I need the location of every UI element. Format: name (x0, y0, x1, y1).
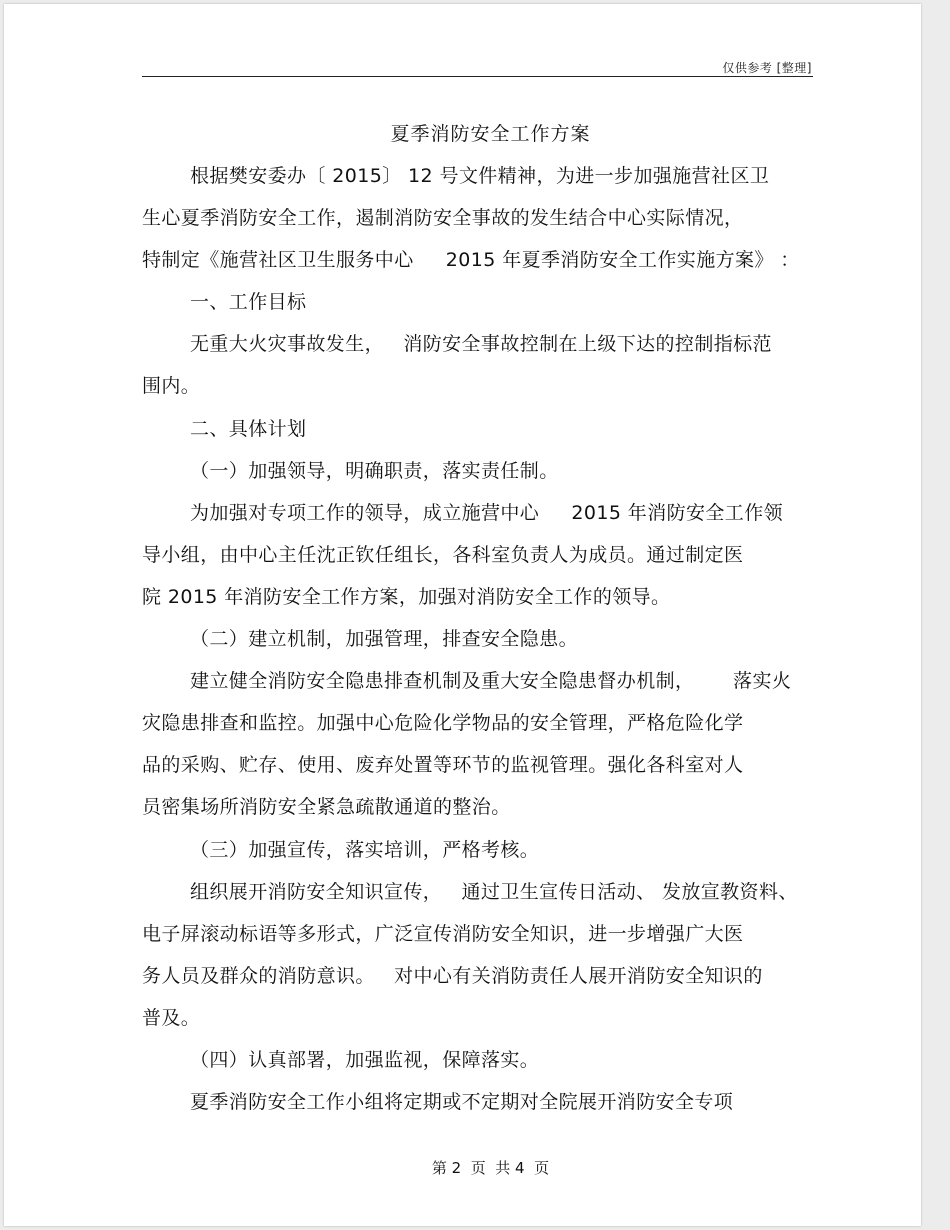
header-note: 仅供参考 [整理] (722, 61, 812, 75)
body-line: 无重大火灾事故发生， 消防安全事故控制在上级下达的控制指标范 (190, 333, 772, 355)
body-line: 围内。 (142, 375, 201, 397)
page-number: 第 2 页 共 4 页 (431, 1159, 550, 1177)
document-page (4, 4, 921, 1226)
body-line: 导小组，由中心主任沈正钦任组长，各科室负责人为成员。通过制定医 (142, 544, 744, 566)
body-line: 特制定《施营社区卫生服务中心 2015 年夏季消防安全工作实施方案》 ： (142, 249, 800, 271)
subsection-heading: （二）建立机制，加强管理，排查安全隐患。 (190, 628, 579, 650)
subsection-heading: （四）认真部署，加强监视，保障落实。 (190, 1049, 540, 1071)
subsection-heading: （一）加强领导，明确职责，落实责任制。 (190, 460, 559, 482)
header-rule (142, 76, 813, 77)
body-line: 电子屏滚动标语等多形式，广泛宣传消防安全知识，进一步增强广大医 (142, 923, 744, 945)
body-line: 务人员及群众的消防意识。 对中心有关消防责任人展开消防安全知识的 (142, 965, 763, 987)
body-line: 夏季消防安全工作小组将定期或不定期对全院展开消防安全专项 (190, 1091, 734, 1113)
body-line: 灾隐患排查和监控。加强中心危险化学物品的安全管理，严格危险化学 (142, 712, 744, 734)
section-heading: 二、具体计划 (190, 418, 307, 440)
body-line: 员密集场所消防安全紧急疏散通道的整治。 (142, 796, 511, 818)
section-heading: 一、工作目标 (190, 291, 307, 313)
body-line: 组织展开消防安全知识宣传， 通过卫生宣传日活动、 发放宣教资料、 (190, 881, 798, 903)
subsection-heading: （三）加强宣传，落实培训，严格考核。 (190, 839, 540, 861)
body-line: 品的采购、贮存、使用、废弃处置等环节的监视管理。强化各科室对人 (142, 754, 744, 776)
body-line: 生心夏季消防安全工作，遏制消防安全事故的发生结合中心实际情况， (142, 207, 744, 229)
document-title: 夏季消防安全工作方案 (390, 123, 591, 145)
body-line: 普及。 (142, 1007, 201, 1029)
body-line: 为加强对专项工作的领导，成立施营中心 2015 年消防安全工作领 (190, 502, 783, 524)
body-line: 院 2015 年消防安全工作方案，加强对消防安全工作的领导。 (142, 586, 671, 608)
body-line: 根据樊安委办〔 2015〕 12 号文件精神，为进一步加强施营社区卫 (190, 165, 770, 187)
body-line: 建立健全消防安全隐患排查机制及重大安全隐患督办机制， 落实火 (190, 670, 792, 692)
